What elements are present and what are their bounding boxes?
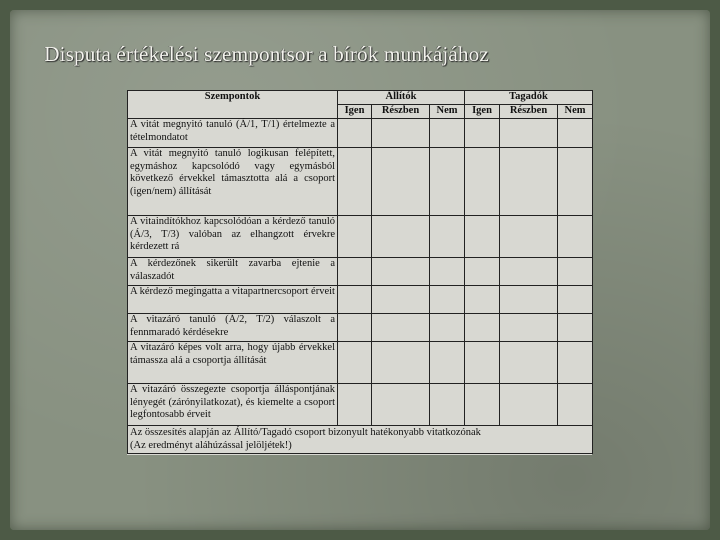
check-cell[interactable] [338, 258, 372, 286]
check-cell[interactable] [558, 342, 593, 384]
option-header-nem: Nem [430, 105, 465, 119]
group-header-tagadok: Tagadók [465, 91, 593, 105]
option-header-nem: Nem [558, 105, 593, 119]
check-cell[interactable] [500, 216, 558, 258]
check-cell[interactable] [465, 119, 500, 148]
option-header-igen: Igen [465, 105, 500, 119]
check-cell[interactable] [372, 216, 430, 258]
check-cell[interactable] [430, 342, 465, 384]
criterion-cell: A vitát megnyitó tanuló logikusan felépített, egymáshoz kapcsolódó vagy egymásból következő érvekkel támasztotta alá a csoport (igen/nem) állítását [128, 148, 338, 216]
option-header-reszben: Részben [500, 105, 558, 119]
evaluation-table [127, 90, 593, 454]
check-cell[interactable] [338, 342, 372, 384]
check-cell[interactable] [558, 216, 593, 258]
check-cell[interactable] [372, 119, 430, 148]
check-cell[interactable] [338, 286, 372, 314]
check-cell[interactable] [558, 286, 593, 314]
check-cell[interactable] [338, 384, 372, 426]
check-cell[interactable] [465, 258, 500, 286]
check-cell[interactable] [465, 286, 500, 314]
check-cell[interactable] [430, 148, 465, 216]
check-cell[interactable] [430, 286, 465, 314]
criterion-cell: A vitazáró tanuló (Á/2, T/2) válaszolt a fennmaradó kérdésekre [128, 314, 338, 342]
criterion-cell: A vitazáró képes volt arra, hogy újabb érvekkel támassza alá a csoportja állítását [128, 342, 338, 384]
check-cell[interactable] [465, 342, 500, 384]
check-cell[interactable] [558, 119, 593, 148]
criteria-header: Szempontok [128, 91, 338, 119]
check-cell[interactable] [500, 119, 558, 148]
check-cell[interactable] [465, 314, 500, 342]
check-cell[interactable] [465, 384, 500, 426]
summary-cell [128, 426, 593, 454]
check-cell[interactable] [430, 258, 465, 286]
check-cell[interactable] [430, 216, 465, 258]
check-cell[interactable] [465, 148, 500, 216]
check-cell[interactable] [372, 148, 430, 216]
check-cell[interactable] [430, 119, 465, 148]
check-cell[interactable] [372, 258, 430, 286]
check-cell[interactable] [338, 314, 372, 342]
check-cell[interactable] [500, 384, 558, 426]
criterion-cell: A kérdező megingatta a vitapartnercsoport érveit [128, 286, 338, 314]
criterion-cell: A vitazáró összegezte csoportja álláspontjának lényegét (zárónyilatkozat), és kiemelte a csoport legfontosabb érveit [128, 384, 338, 426]
check-cell[interactable] [430, 384, 465, 426]
criterion-cell: A vitaindítókhoz kapcsolódóan a kérdező tanuló (Á/3, T/3) valóban az elhangzott érvekre kérdezett rá [128, 216, 338, 258]
slide-title: Disputa értékelési szempontsor a bírók munkájához [44, 42, 489, 66]
check-cell[interactable] [558, 314, 593, 342]
check-cell[interactable] [465, 216, 500, 258]
check-cell[interactable] [338, 148, 372, 216]
check-cell[interactable] [500, 148, 558, 216]
check-cell[interactable] [500, 286, 558, 314]
check-cell[interactable] [338, 216, 372, 258]
check-cell[interactable] [500, 314, 558, 342]
summary-instruction: (Az eredményt aláhúzással jelöljétek!) [130, 439, 292, 451]
summary-text: Az összesítés alapján az Állító/Tagadó csoport bizonyult hatékonyabb vitatkozónak [130, 427, 481, 438]
check-cell[interactable] [558, 148, 593, 216]
check-cell[interactable] [338, 119, 372, 148]
check-cell[interactable] [558, 258, 593, 286]
check-cell[interactable] [558, 384, 593, 426]
check-cell[interactable] [500, 258, 558, 286]
option-header-reszben: Részben [372, 105, 430, 119]
check-cell[interactable] [372, 286, 430, 314]
check-cell[interactable] [372, 384, 430, 426]
criterion-cell: A kérdezőnek sikerült zavarba ejtenie a válaszadót [128, 258, 338, 286]
criterion-cell: A vitát megnyitó tanuló (Á/1, T/1) értelmezte a tételmondatot [128, 119, 338, 148]
check-cell[interactable] [430, 314, 465, 342]
check-cell[interactable] [500, 342, 558, 384]
check-cell[interactable] [372, 314, 430, 342]
group-header-allitok: Állítók [338, 91, 465, 105]
check-cell[interactable] [372, 342, 430, 384]
option-header-igen: Igen [338, 105, 372, 119]
